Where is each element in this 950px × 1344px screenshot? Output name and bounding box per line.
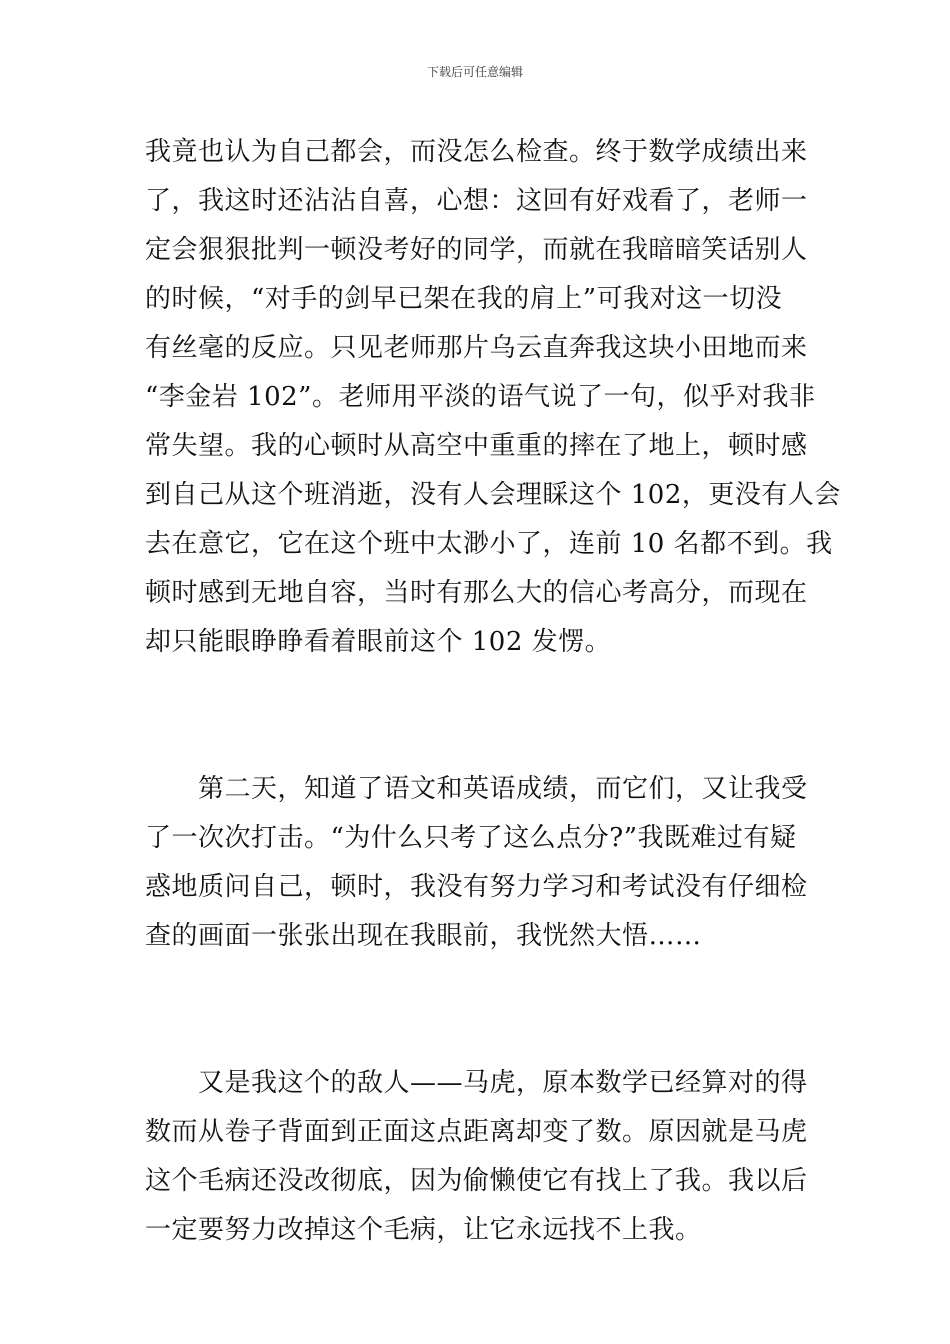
paragraph-spacer <box>145 961 805 1059</box>
text-line: “李金岩 102”。老师用平淡的语气说了一句，似乎对我非 <box>145 382 816 412</box>
text-line: 到自己从这个班消逝，没有人会理睬这个 102，更没有人会 <box>145 480 841 510</box>
text-line: 的时候，“对手的剑早已架在我的肩上”可我对这一切没 <box>145 284 783 314</box>
text-line: 定会狠狠批判一顿没考好的同学，而就在我暗暗笑话别人 <box>145 235 808 265</box>
text-line: 一定要努力改掉这个毛病，让它永远找不上我。 <box>145 1215 702 1245</box>
paragraph-spacer <box>145 667 805 765</box>
text-line: 去在意它，它在这个班中太渺小了，连前 10 名都不到。我 <box>145 529 833 559</box>
text-line: 这个毛病还没改彻底，因为偷懒使它有找上了我。我以后 <box>145 1166 808 1196</box>
text-line: 我竟也认为自己都会，而没怎么检查。终于数学成绩出来 <box>145 137 808 167</box>
text-line: 了，我这时还沾沾自喜，心想：这回有好戏看了，老师一 <box>145 186 808 216</box>
paragraph-1 <box>145 128 841 667</box>
text-line: 惑地质问自己，顿时，我没有努力学习和考试没有仔细检 <box>145 872 808 902</box>
text-line: 查的画面一张张出现在我眼前，我恍然大悟…… <box>145 921 702 951</box>
text-line: 有丝毫的反应。只见老师那片乌云直奔我这块小田地而来 <box>145 333 808 363</box>
document-body <box>145 128 841 1255</box>
text-line: 第二天，知道了语文和英语成绩，而它们，又让我受 <box>145 774 808 804</box>
page-header: 下载后可任意编辑 <box>426 65 523 79</box>
text-line: 了一次次打击。“为什么只考了这么点分?”我既难过有疑 <box>145 823 797 853</box>
text-line: 数而从卷子背面到正面这点距离却变了数。原因就是马虎 <box>145 1117 808 1147</box>
text-line: 又是我这个的敌人——马虎，原本数学已经算对的得 <box>145 1068 808 1098</box>
paragraph-2 <box>145 765 808 961</box>
text-line: 却只能眼睁睁看着眼前这个 102 发愣。 <box>145 627 612 657</box>
text-line: 顿时感到无地自容，当时有那么大的信心考高分，而现在 <box>145 578 808 608</box>
paragraph-3 <box>145 1059 808 1255</box>
text-line: 常失望。我的心顿时从高空中重重的摔在了地上，顿时感 <box>145 431 808 461</box>
